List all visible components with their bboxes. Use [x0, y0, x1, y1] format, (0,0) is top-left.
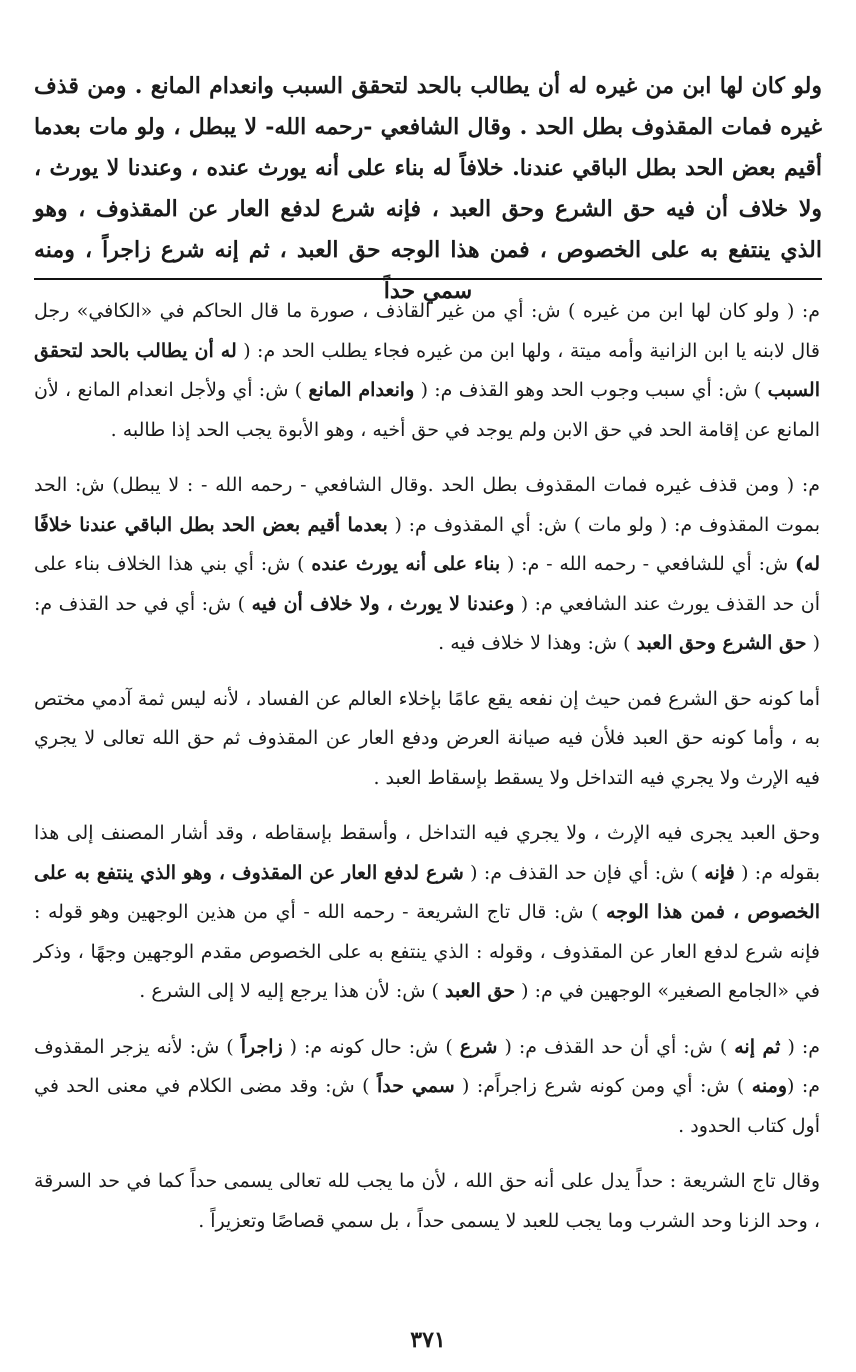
separator-rule	[34, 278, 822, 280]
page-number: ٣٧١	[410, 1327, 446, 1353]
commentary-paragraph-1: م: ( ولو كان لها ابن من غيره ) ش: أي من غير القاذف ، صورة ما قال الحاكم في «الكافي» رجل قال لابنه يا ابن الزانية وأمه ميتة ، ولها ابن من غيره فجاء يطلب الحد م: ( له أن يطالب بالحد لتحقق السبب ) ش: أي سبب وجوب الحد وهو القذف م: ( وانعدام المانع ) ش: أي ولأجل انعدام المانع ، لأن المانع عن إقامة الحد في حق الابن ولم يوجد في حق أخيه ، وهو الأبوة يجب الحد إذا طالبه .	[34, 300, 821, 441]
commentary	[34, 292, 820, 1257]
commentary-paragraph-6: وقال تاج الشريعة : حداً يدل على أنه حق الله ، لأن ما يجب لله تعالى يسمى حداً كما في حد السرقة ، وحد الزنا وحد الشرب وما يجب للعبد لا يسمى حداً ، بل سمي قصاصًا وتعزيراً .	[34, 1170, 820, 1232]
commentary-paragraph-2: م: ( ومن قذف غيره فمات المقذوف بطل الحد .وقال الشافعي - رحمه الله - : لا يبطل) ش: الحد بموت المقذوف م: ( ولو مات ) ش: أي المقذوف م: ( بعدما أقيم بعض الحد بطل الباقي عندنا خلافًا له) ش: أي للشافعي - رحمه الله - م: ( بناء على أنه يورث عنده ) ش: أي بني هذا الخلاف بناء على أن حد القذف يورث عند الشافعي م: ( وعندنا لا يورث ، ولا خلاف أن فيه ) ش: أي في حد القذف م: ( حق الشرع وحق العبد ) ش: وهذا لا خلاف فيه .	[34, 474, 820, 654]
commentary-paragraph-3: أما كونه حق الشرع فمن حيث إن نفعه يقع عامًا بإخلاء العالم عن الفساد ، لأنه ليس ثمة آدمي مختص به ، وأما كونه حق العبد فلأن فيه صيانة العرض ودفع العار عن المقذوف ثم حق الله تعالى لا يجري فيه الإرث ولا يجري فيه التداخل ولا يسقط بإسقاط العبد .	[34, 687, 820, 789]
commentary-paragraph-5: م: ( ثم إنه ) ش: أي أن حد القذف م: ( شرع ) ش: حال كونه م: ( زاجراً ) ش: لأنه يزجر المقذوف م: (ومنه ) ش: أي ومن كونه شرع زاجراًم: ( سمي حداً ) ش: وقد مضى الكلام في معنى الحد في أول كتاب الحدود .	[34, 1035, 820, 1137]
main-text: ولو كان لها ابن من غيره له أن يطالب بالحد لتحقق السبب وانعدام المانع . ومن قذف غيره فمات المقذوف بطل الحد . وقال الشافعي -رحمه الله- لا يبطل ، ولو مات بعدما أقيم بعض الحد بطل الباقي عندنا. خلافاً له بناء على أنه يورث عنده ، وعندنا لا يورث ، ولا خلاف أن فيه حق الشرع وحق العبد ، فإنه شرع لدفع العار عن المقذوف ، وهو الذي ينتفع به على الخصوص ، فمن هذا الوجه حق العبد ، ثم إنه شرع زاجراً ، ومنه سمي حداً	[34, 73, 822, 304]
commentary-paragraph-4: وحق العبد يجرى فيه الإرث ، ولا يجري فيه التداخل ، وأسقط بإسقاطه ، وقد أشار المصنف إلى هذا بقوله م: ( فإنه ) ش: أي فإن حد القذف م: ( شرع لدفع العار عن المقذوف ، وهو الذي ينتفع به على الخصوص ، فمن هذا الوجه ) ش: قال تاج الشريعة - رحمه الله - أي من هذين الوجهين وهو قوله : فإنه شرع لدفع العار عن المقذوف ، وقوله : الذي ينتفع به على الخصوص مقدم الوجهين وجهًا ، وذكر في «الجامع الصغير» الوجهين في م: ( حق العبد ) ش: لأن هذا يرجع إليه لا إلى الشرع .	[34, 822, 820, 1002]
